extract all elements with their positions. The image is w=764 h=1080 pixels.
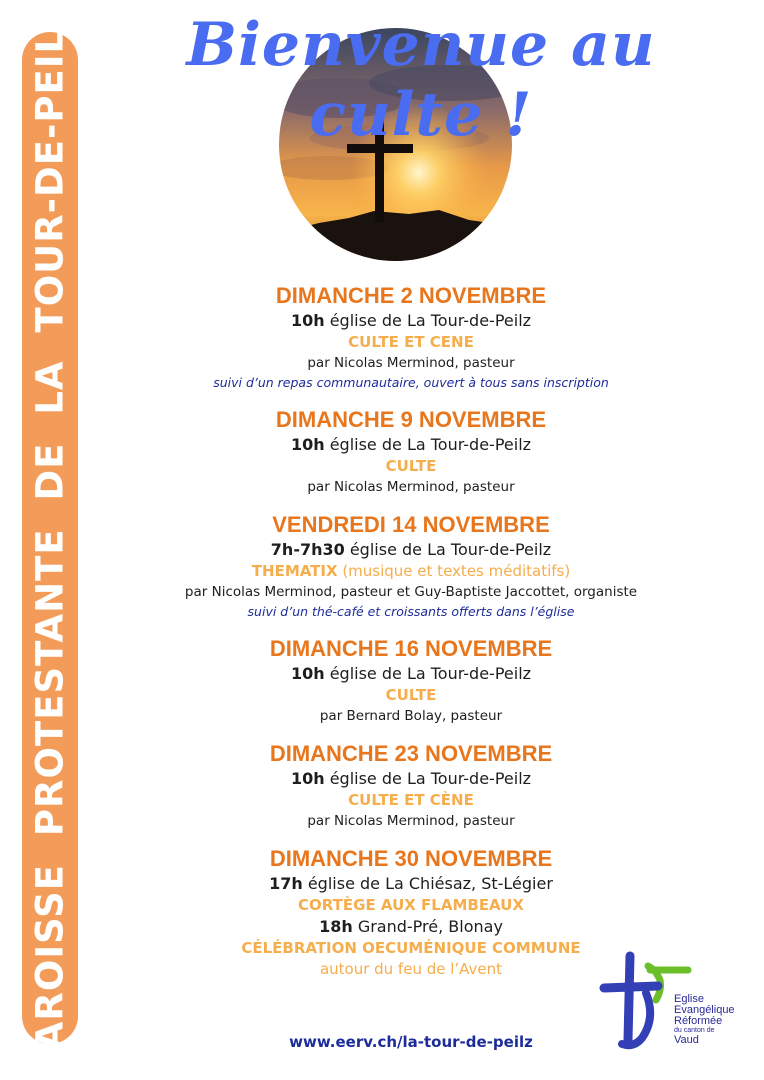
- event-time: 17h: [269, 874, 303, 893]
- logo-line2: Evangélique: [674, 1004, 735, 1016]
- event-time: 10h: [290, 769, 325, 788]
- event-list: [100, 282, 722, 994]
- event-place: église de La Tour-de-Peilz: [324, 769, 532, 788]
- event-time-2: 18h: [319, 917, 353, 936]
- event-time-place: [100, 663, 722, 685]
- event-time-place: [100, 434, 722, 456]
- logo-line5: Vaud: [674, 1034, 699, 1046]
- sidebar-text: PAROISSE PROTESTANTE DE LA TOUR-DE-PEILZ: [28, 1, 72, 1075]
- website-link[interactable]: www.eerv.ch/la-tour-de-peilz: [289, 1033, 533, 1051]
- event-place: église de La Chiésaz, St-Légier: [302, 874, 553, 893]
- page-title: Bienvenue au culte !: [186, 10, 656, 150]
- event-item: [100, 511, 722, 621]
- event-item: [100, 406, 722, 497]
- event-kind-extra: (musique et textes méditatifs): [337, 562, 571, 580]
- event-date: DIMANCHE 2 NOVEMBRE: [275, 283, 547, 308]
- event-date: DIMANCHE 30 NOVEMBRE: [269, 846, 553, 871]
- event-time-place: [100, 310, 722, 332]
- logo-line4: du canton de: [674, 1027, 715, 1034]
- event-note: suivi d’un repas communautaire, ouvert à tous sans inscription: [213, 375, 609, 390]
- logo-line3: Réformée: [674, 1015, 723, 1027]
- event-officiant: par Bernard Bolay, pasteur: [319, 708, 503, 724]
- event-item: [100, 282, 722, 392]
- eerv-logo-icon: [598, 948, 748, 1063]
- event-kind: CULTE ET CÈNE: [348, 791, 474, 809]
- event-note: suivi d’un thé-café et croissants offerts dans l’église: [247, 604, 575, 619]
- event-time-place: [100, 873, 722, 895]
- event-time-place-2: [100, 916, 722, 938]
- event-kind: CULTE: [385, 457, 437, 475]
- event-time: 10h: [290, 435, 325, 454]
- event-date: DIMANCHE 23 NOVEMBRE: [269, 741, 553, 766]
- event-kind: CULTE ET CENE: [348, 333, 474, 351]
- event-officiant: par Nicolas Merminod, pasteur: [307, 813, 515, 829]
- event-place: église de La Tour-de-Peilz: [344, 540, 552, 559]
- event-officiant: par Nicolas Merminod, pasteur: [307, 355, 515, 371]
- event-time: 10h: [290, 664, 325, 683]
- event-kind-name: THEMATIX: [251, 562, 338, 580]
- sidebar-banner: [22, 1, 78, 1075]
- event-officiant: par Nicolas Merminod, pasteur et Guy-Baptiste Jaccottet, organiste: [184, 584, 638, 600]
- event-place: église de La Tour-de-Peilz: [324, 435, 532, 454]
- logo-text: [674, 994, 735, 1046]
- event-date: DIMANCHE 16 NOVEMBRE: [269, 636, 553, 661]
- event-officiant: par Nicolas Merminod, pasteur: [307, 479, 515, 495]
- event-item: [100, 635, 722, 726]
- event-kind: CORTÈGE AUX FLAMBEAUX: [298, 896, 524, 914]
- event-place: église de La Tour-de-Peilz: [324, 311, 532, 330]
- event-place: église de La Tour-de-Peilz: [324, 664, 532, 683]
- event-time: 10h: [290, 311, 325, 330]
- event-kind: [100, 561, 722, 582]
- event-time: 7h-7h30: [270, 540, 345, 559]
- event-time-place: [100, 539, 722, 561]
- event-date: VENDREDI 14 NOVEMBRE: [272, 512, 550, 537]
- event-time-place: [100, 768, 722, 790]
- event-kind-2: CÉLÉBRATION OECUMÉNIQUE COMMUNE: [241, 939, 581, 957]
- event-kind: CULTE: [385, 686, 437, 704]
- event-subtitle: autour du feu de l’Avent: [319, 960, 503, 978]
- event-item: [100, 740, 722, 831]
- logo-line1: Eglise: [674, 993, 704, 1005]
- event-place-2: Grand-Pré, Blonay: [352, 917, 503, 936]
- event-date: DIMANCHE 9 NOVEMBRE: [275, 407, 547, 432]
